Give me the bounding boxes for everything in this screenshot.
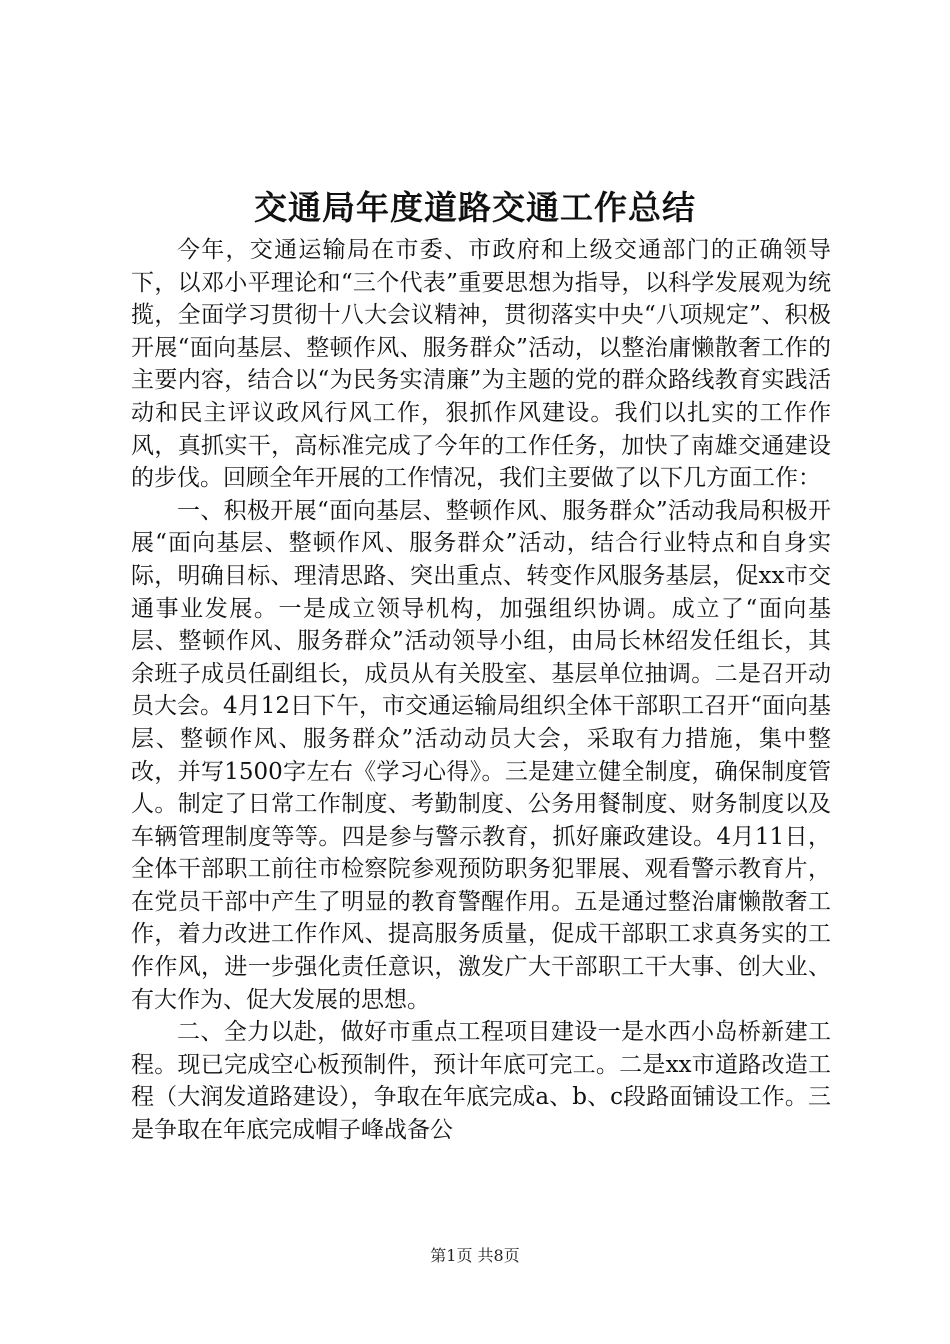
document-body	[131, 234, 831, 1147]
page-footer: 第1页 共8页	[430, 1246, 520, 1265]
paragraph-section-2: 二、全力以赴，做好市重点工程项目建设一是水西小岛桥新建工程。现已完成空心板预制件，预计年底可完工。二是xx市道路改造工程（大润发道路建设），争取在年底完成a、b、c段路面铺设工作。三是争取在年底完成帽子峰战备公	[131, 1019, 831, 1144]
paragraph-section-1: 一、积极开展“面向基层、整顿作风、服务群众”活动我局积极开展“面向基层、整顿作风、服务群众”活动，结合行业特点和自身实际，明确目标、理清思路、突出重点、转变作风服务基层，促xx市交通事业发展。一是成立领导机构，加强组织协调。成立了“面向基层、整顿作风、服务群众”活动领导小组，由局长林绍发任组长，其余班子成员任副组长，成员从有关股室、基层单位抽调。二是召开动员大会。4月12日下午，市交通运输局组织全体干部职工召开“面向基层、整顿作风、服务群众”活动动员大会，采取有力措施，集中整改，并写1500字左右《学习心得》。三是建立健全制度，确保制度管人。制定了日常工作制度、考勤制度、公务用餐制度、财务制度以及车辆管理制度等等。四是参与警示教育，抓好廉政建设。4月11日，全体干部职工前往市检察院参观预防职务犯罪展、观看警示教育片，在党员干部中产生了明显的教育警醒作用。五是通过整治庸懒散奢工作，着力改进工作作风、提高服务质量，促成干部职工求真务实的工作作风，进一步强化责任意识，激发广大干部职工干大事、创大业、有大作为、促大发展的思想。	[131, 497, 831, 1013]
document-title: 交通局年度道路交通工作总结	[254, 188, 696, 227]
paragraph-intro: 今年，交通运输局在市委、市政府和上级交通部门的正确领导下，以邓小平理论和“三个代表”重要思想为指导，以科学发展观为统揽，全面学习贯彻十八大会议精神，贯彻落实中央“八项规定”、积极开展“面向基层、整顿作风、服务群众”活动，以整治庸懒散奢工作的主要内容，结合以“为民务实清廉”为主题的党的群众路线教育实践活动和民主评议政风行风工作，狠抓作风建设。我们以扎实的工作作风，真抓实干，高标准完成了今年的工作任务，加快了南雄交通建设的步伐。回顾全年开展的工作情况，我们主要做了以下几方面工作：	[131, 237, 831, 492]
